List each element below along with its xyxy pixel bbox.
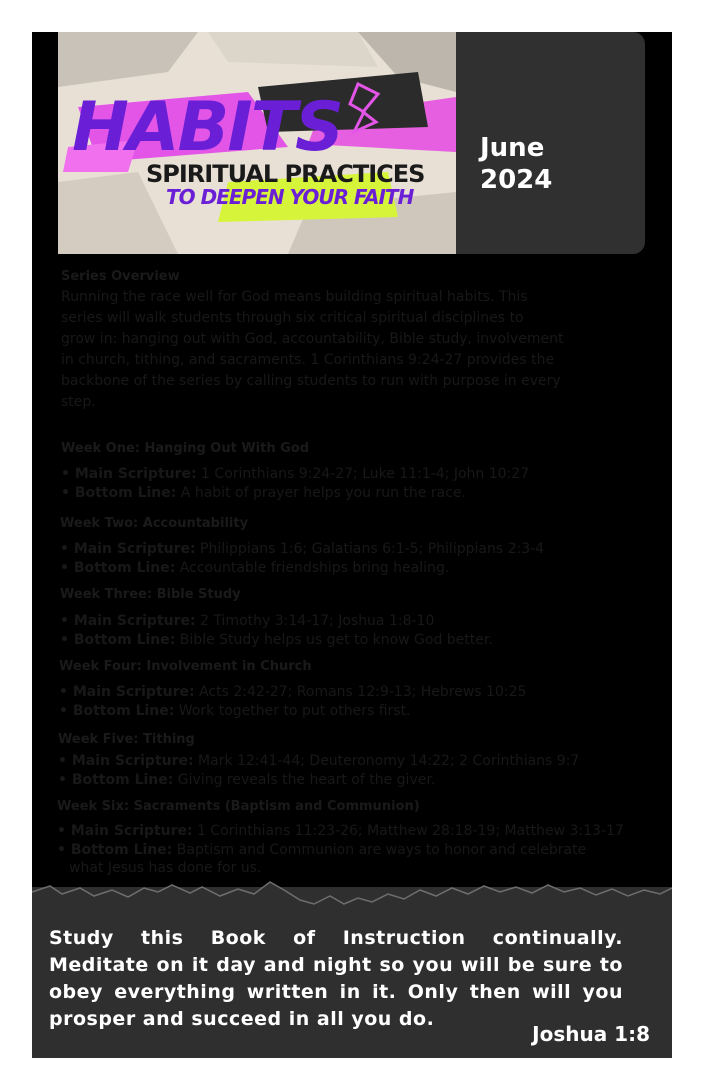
overview-heading: Series Overview <box>61 269 180 284</box>
scripture-label: • Main Scripture: <box>60 541 196 557</box>
bottom-line-text: Baptism and Communion are ways to honor and celebrate <box>172 842 587 858</box>
week-bottom-line <box>60 558 449 579</box>
banner-title: HABITS <box>72 88 343 167</box>
week-heading: Week Two: Accountability <box>60 516 249 531</box>
banner-subtitle-2: TO DEEPEN YOUR FAITH <box>166 185 414 209</box>
week-scripture <box>59 682 526 703</box>
series-banner <box>58 32 456 254</box>
bottom-line-label: • Bottom Line: <box>57 842 173 858</box>
scripture-label: • Main Scripture: <box>61 466 197 482</box>
week-heading: Week Three: Bible Study <box>60 587 241 602</box>
overview-line: step. <box>61 394 96 410</box>
week-heading: Week One: Hanging Out With God <box>61 441 310 456</box>
overview-line: backbone of the series by calling students to run with purpose in every <box>61 373 561 389</box>
banner-subtitle-1: SPIRITUAL PRACTICES <box>146 160 425 188</box>
overview-line: series will walk students through six critical spiritual disciplines to <box>61 310 524 326</box>
scripture-text: Acts 2:42-27; Romans 12:9-13; Hebrews 10:25 <box>194 684 527 700</box>
bottom-line-text: Work together to put others first. <box>174 703 411 719</box>
bottom-line-text: Giving reveals the heart of the giver. <box>173 772 436 788</box>
week-scripture <box>60 611 434 632</box>
bottom-line-text: Accountable friendships bring healing. <box>175 560 450 576</box>
week-scripture <box>58 751 579 772</box>
week-scripture <box>61 464 529 485</box>
torn-paper-edge <box>32 852 672 922</box>
quote-reference: Joshua 1:8 <box>532 1022 650 1046</box>
scripture-text: Mark 12:41-44; Deuteronomy 14:22; 2 Corinthians 9:7 <box>193 753 580 769</box>
quote-text: Study this Book of Instruction continually. Meditate on it day and night so you will be sure to obey everything written in it. Only then will you prosper and succeed in all you do. <box>49 927 623 1030</box>
week-bottom-line <box>59 701 411 722</box>
week-bottom-line-continued: what Jesus has done for us. <box>69 860 262 876</box>
bottom-line-label: • Bottom Line: <box>60 560 176 576</box>
week-heading: Week Four: Involvement in Church <box>59 659 312 674</box>
overview-line: Running the race well for God means building spiritual habits. This <box>61 289 528 305</box>
scripture-text: 2 Timothy 3:14-17; Joshua 1:8-10 <box>195 613 435 629</box>
week-bottom-line <box>60 630 493 651</box>
date-year: 2024 <box>480 165 553 195</box>
week-bottom-line <box>58 770 435 791</box>
scripture-text: 1 Corinthians 11:23-26; Matthew 28:18-19; Matthew 3:13-17 <box>192 823 624 839</box>
bottom-line-label: • Bottom Line: <box>60 632 176 648</box>
overview-line: in church, tithing, and sacraments. 1 Corinthians 9:24-27 provides the <box>61 352 555 368</box>
bottom-line-text: Bible Study helps us get to know God better. <box>175 632 493 648</box>
week-scripture <box>57 821 624 842</box>
bottom-line-text: A habit of prayer helps you run the race. <box>176 485 466 501</box>
scripture-label: • Main Scripture: <box>57 823 193 839</box>
scripture-label: • Main Scripture: <box>59 684 195 700</box>
scripture-text: 1 Corinthians 9:24-27; Luke 11:1-4; John 10:27 <box>196 466 530 482</box>
scripture-label: • Main Scripture: <box>58 753 194 769</box>
bottom-line-label: • Bottom Line: <box>59 703 175 719</box>
flyer-page <box>32 32 672 1058</box>
banner-artwork <box>58 32 456 254</box>
bottom-line-label: • Bottom Line: <box>61 485 177 501</box>
scripture-label: • Main Scripture: <box>60 613 196 629</box>
week-heading: Week Five: Tithing <box>58 732 195 747</box>
week-heading: Week Six: Sacraments (Baptism and Communion) <box>57 799 420 814</box>
overview-line: grow in: hanging out with God, accountability, Bible study, involvement <box>61 331 564 347</box>
bottom-line-label: • Bottom Line: <box>58 772 174 788</box>
week-bottom-line <box>61 483 466 504</box>
scripture-text: Philippians 1:6; Galatians 6:1-5; Philippians 2:3-4 <box>195 541 545 557</box>
week-scripture <box>60 539 544 560</box>
date-month: June <box>480 133 545 163</box>
date-box <box>456 32 645 254</box>
